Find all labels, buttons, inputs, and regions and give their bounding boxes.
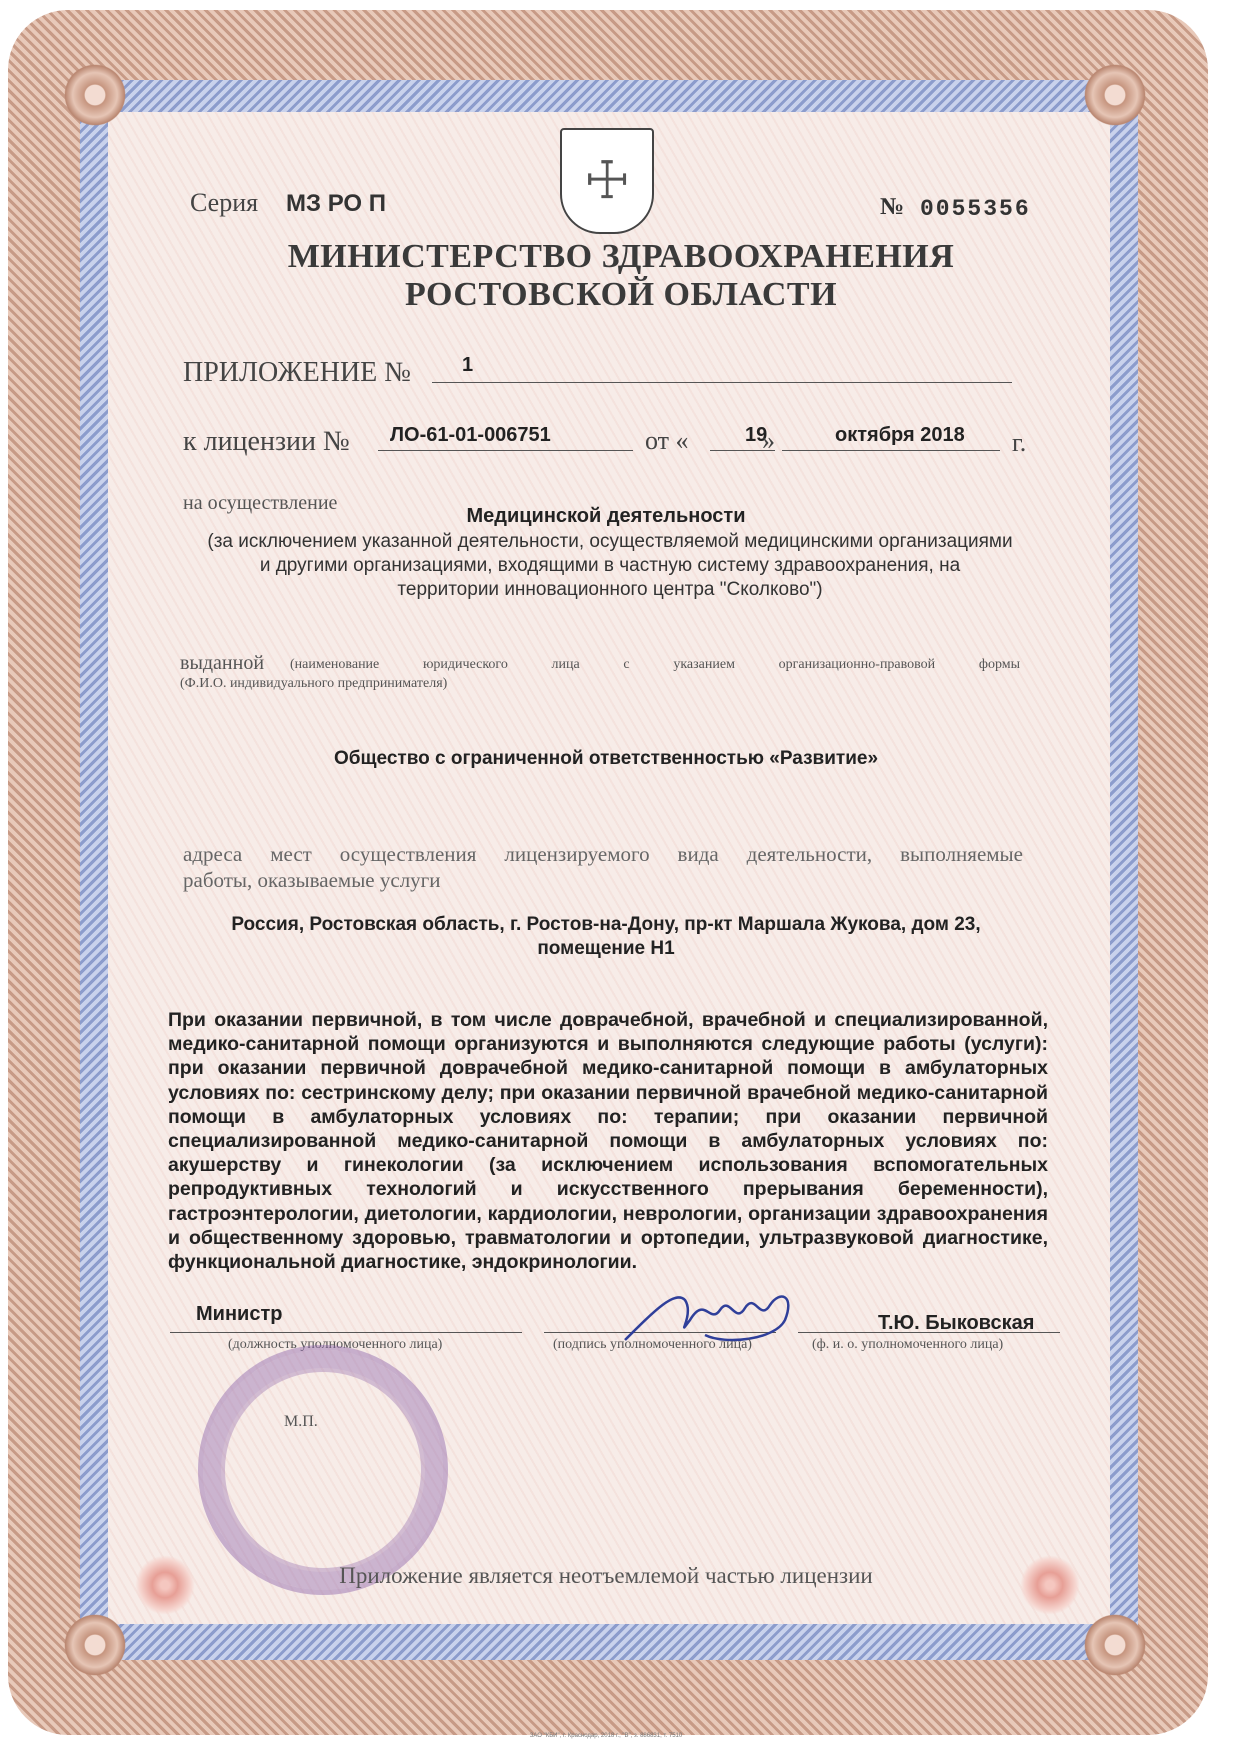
issued-hint-line2: (Ф.И.О. индивидуального предпринимателя) [180,676,448,691]
address-line: помещение Н1 [537,938,675,959]
signature-hint: (подпись уполномоченного лица) [553,1337,752,1352]
year-suffix: г. [1012,428,1027,457]
double-headed-eagle-icon: ☩ [560,128,654,234]
organization-name: Общество с ограниченной ответственностью «Развитие» [333,748,879,769]
seal-label: М.П. [284,1413,318,1430]
signer-position: Министр [196,1303,283,1325]
corner-rosette-icon [1080,1610,1150,1680]
corner-rosette-icon [60,60,130,130]
issued-label: выданной [180,652,265,674]
from-label: от « [645,426,689,455]
corner-rosette-icon [1080,60,1150,130]
printer-imprint: ЗАО "КБИ", г. Краснодар, 2018 г., "В", з. 886831, т. 7510 [529,1733,683,1739]
address [0,913,1212,961]
day-close-quote: » [762,426,775,455]
activity-note [160,530,1060,602]
authority-title-line1: МИНИСТЕРСТВО ЗДРАВООХРАНЕНИЯ [287,238,955,275]
signer-name: Т.Ю. Быковская [878,1312,1035,1334]
appendix-label: ПРИЛОЖЕНИЕ № [183,357,411,388]
series-label: Серия [190,188,259,217]
corner-rosette-icon [60,1610,130,1680]
activity-label: на осуществление [183,492,338,514]
license-day: 19 [745,424,768,446]
appendix-number: 1 [462,354,474,376]
activity-note-line: и другими организациями, входящими в частную систему здравоохранения, на [259,555,961,576]
activity-note-line: территории инновационного центра "Сколково") [397,579,823,600]
address-line: Россия, Ростовская область, г. Ростов-на-Дону, пр-кт Маршала Жукова, дом 23, [231,914,981,935]
license-number: ЛО-61-01-006751 [390,424,551,446]
footer-note: Приложение является неотъемлемой частью лицензии [339,1563,873,1588]
services-text: При оказании первичной, в том числе доврачебной, врачебной и специализированной, медико-санитарной помощи организуются и выполняются следующие работы (услуги): при оказании первичной доврачебной медико-санитарной помощи в амбулаторных условиях по: сестринскому делу; при оказании первичной врачебной медико-санитарной помощи в амбулаторных условиях по: терапии; при оказании первичной специализированной медико-санитарной помощи в амбулаторных условиях по: акушерству и гинекологии (за исключением использования вспомогательных репродуктивных технологий и искусственного прерывания беременности), гастроэнтерологии, диетологии, кардиологии, неврологии, организации здравоохранения и общественному здоровью, травматологии и ортопедии, ультразвуковой диагностике, функциональной диагностике, эндокринологии. [168,1009,1048,1274]
license-label: к лицензии № [183,426,350,457]
license-month-year: октября 2018 [835,424,965,446]
issued-hint-line1: (наименование юридического лица с указанием организационно-правовой формы [290,657,1020,672]
number-label: № [880,194,905,220]
activity-note-line: (за исключением указанной деятельности, осуществляемой медицинскими организациями [207,531,1013,552]
position-hint: (должность уполномоченного лица) [228,1337,443,1352]
form-number: 0055356 [920,196,1031,222]
series-value: МЗ РО П [286,190,386,217]
name-hint: (ф. и. о. уполномоченного лица) [812,1337,1004,1352]
activity-title: Медицинской деятельности [466,505,746,527]
addresses-label-line2: работы, оказываемые услуги [183,868,441,892]
authority-title-line2: РОСТОВСКОЙ ОБЛАСТИ [404,276,838,313]
addresses-label-line1: адреса мест осуществления лицензируемого вида деятельности, выполняемые [183,842,1023,866]
official-seal-stamp [198,1345,448,1595]
